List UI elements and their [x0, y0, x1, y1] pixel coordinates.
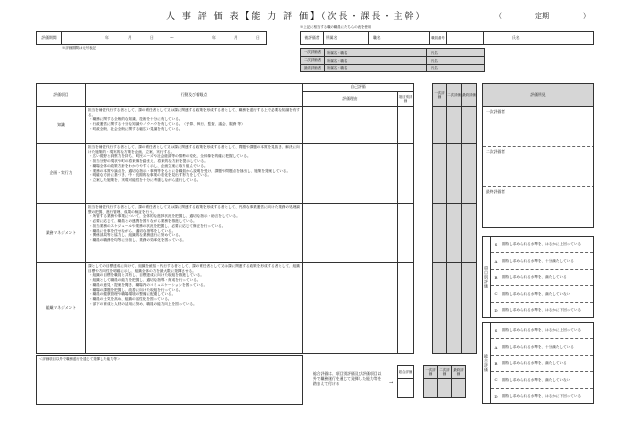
overall-first-field[interactable] — [423, 378, 438, 398]
item-planning-point: ・業務の本質や論点を、適切な指示・事例等をもとに各職員から説明を受け、課題や問題点を抽出し、施策を発案している。 — [89, 168, 291, 173]
scale-key: A — [494, 258, 498, 264]
person-label: 被評価者 — [300, 31, 324, 45]
scale-text: 期待し求められる水準を、はるかに下回っている — [502, 394, 582, 399]
evaluator-3-label: 最終評価者 — [301, 65, 325, 72]
overall-desc: 総合評価は、項目別評価及び評価項目以外で職務遂行を通じて発揮した能力等を踏まえて付ける — [313, 371, 382, 386]
evaluator-block — [300, 48, 485, 72]
item-planning-lead: 担当を補佐代行する者として、課の責任者として又は課に関連する政策を形成する者として、問題や課題の本質を見抜き、解決に向けた施策的・現実的な方策を企画、立案、実行する。 — [88, 145, 300, 154]
period-label: 評価期間 — [36, 31, 62, 45]
item-planning-point: ・担当分野の現状や町の将来像を踏まえ、将来的な方針を提示している。 — [89, 159, 208, 164]
comment-second-field[interactable] — [483, 147, 594, 187]
rating-knowledge[interactable] — [397, 106, 414, 144]
scale-key: S — [494, 328, 498, 334]
header-item-rating: 項目別評価 — [397, 91, 414, 107]
reason-knowledge[interactable] — [302, 106, 398, 144]
scale-key: D — [494, 308, 498, 314]
scale-key: D — [494, 394, 498, 400]
overall-final-field[interactable] — [451, 378, 466, 398]
comment-first-label: 一次評価者 — [486, 109, 505, 114]
evaluator-1-name[interactable]: 氏名 — [431, 50, 438, 55]
staff-no-label: 職員番号 — [429, 31, 447, 45]
scale-text: 期待し求められる水準を、満たしている — [502, 275, 567, 280]
item-org-mgmt-point: ・部下の育成と人材の活用に努め、職員の能力向上を図っている。 — [89, 301, 197, 306]
second-org-mgmt[interactable] — [446, 262, 462, 354]
day-2: 日 — [256, 35, 260, 40]
overall-second-field[interactable] — [437, 378, 452, 398]
usage-note: ※上記に相当する職の職員にたちらの表を使用 — [300, 25, 372, 29]
outside-abilities-label: ＜評価項目以外で職務遂行を通じて発揮した能力等＞ — [39, 357, 121, 361]
evaluator-3-affil[interactable]: 所属名・職名 — [325, 65, 427, 72]
item-org-mgmt-point: ・職員の士気を高め、組織の活性化を図っている。 — [89, 297, 172, 302]
evaluator-2-label: 二次評価者 — [301, 57, 325, 64]
item-knowledge-name: 知識 — [36, 106, 86, 144]
outside-abilities-field[interactable] — [36, 355, 303, 405]
second-knowledge[interactable] — [446, 106, 462, 144]
scale-item-row — [491, 270, 593, 286]
item-planning-point: ・広い視野と洞察力を持ち、町民ニーズや社会経済等の情勢の変化、全体像を的確に把握している。 — [89, 154, 251, 159]
header-final-rating: 最終評価 — [461, 83, 477, 107]
scale-key: B — [494, 360, 498, 366]
reason-planning[interactable] — [302, 143, 398, 204]
first-org-mgmt[interactable] — [432, 262, 447, 354]
scale-overall-row — [491, 339, 593, 355]
item-business-mgmt-point: ・関係部局等と協力し、組織的な業務遂行に努めている。 — [89, 233, 183, 238]
item-knowledge-point: ・職務に関する全般的な知識、技術を十分に有している。 — [89, 117, 183, 122]
item-business-mgmt-point: ・所管する業務や事業について、全体的な進捗状況を把握し、適切な指示・助言をしている。 — [89, 214, 240, 219]
period-type[interactable]: 定期 — [535, 12, 549, 20]
item-planning-name: 企画・実行力 — [36, 143, 86, 204]
scale-key: B — [494, 274, 498, 280]
final-planning[interactable] — [461, 143, 477, 204]
header-reason: 評価理由 — [302, 91, 398, 107]
item-planning-point: ・立案した施策を、実現可能性を十分に考慮しながら遂行している。 — [89, 178, 201, 183]
evaluator-1-affil[interactable]: 所属名・職名 — [325, 49, 427, 56]
position-field[interactable] — [368, 31, 430, 45]
comment-final-field[interactable] — [483, 187, 594, 228]
reason-business-mgmt[interactable] — [302, 203, 398, 263]
scale-text: 期待し求められる水準を、はるかに下回っている — [502, 308, 582, 313]
scale-text: 期待し求められる水準を、満たしていない — [502, 377, 571, 382]
reason-org-mgmt[interactable] — [302, 262, 398, 354]
comment-final-label: 最終評価者 — [486, 189, 505, 194]
scale-text: 期待し求められる水準を、はるかに上回っている — [502, 328, 582, 333]
final-org-mgmt[interactable] — [461, 262, 477, 354]
comment-first-field[interactable] — [483, 107, 594, 147]
item-org-mgmt-desc — [85, 262, 303, 354]
first-business-mgmt[interactable] — [432, 203, 447, 263]
item-org-mgmt-point: ・職員の意見・提案を聞き、職場内のコミュニケーションを図っている。 — [89, 282, 208, 287]
rating-planning[interactable] — [397, 143, 414, 204]
item-org-mgmt-point: ・職員の健康管理や職場環境の整備に配慮している。 — [89, 292, 176, 297]
arrow-icon: → — [389, 380, 394, 386]
item-business-mgmt-lead: 担当を補佐代行する者として、課の責任者として又は課に関連する政策を形成する者として、円滑な事業運営に向けた業務の処理調整の把握、進行管理、成果の検証を行う。 — [88, 205, 300, 214]
day-1: 日 — [150, 35, 154, 40]
position-label: 職名 — [373, 35, 381, 40]
comment-second-label: 二次評価者 — [486, 149, 505, 154]
period-note: ※評価期間は元号表記 — [62, 46, 96, 50]
scale-overall-list — [490, 322, 594, 404]
overall-col-first: 一次評価 — [423, 365, 438, 379]
scale-overall-row — [491, 389, 593, 404]
item-org-mgmt-point: ・組織として職員の能力を把握し、適切な指導・育成を行っている。 — [89, 278, 201, 283]
evaluator-3-name[interactable]: 氏名 — [431, 66, 438, 70]
year-1: 年 — [105, 35, 109, 40]
first-knowledge[interactable] — [432, 106, 447, 144]
affiliation-label: 所属名 — [326, 35, 338, 40]
scale-overall-label-text: 総合評価 — [484, 354, 489, 372]
scale-overall-row — [491, 356, 593, 372]
evaluator-1-label: 一次評価者 — [301, 49, 325, 56]
item-knowledge-point: ・行政運営に関する十分な知識やノウハウを有している。（予算、執行、監査、議会、服務 等） — [89, 122, 245, 127]
name-field[interactable] — [483, 31, 594, 45]
scale-overall-row — [491, 323, 593, 339]
month-2: 月 — [234, 35, 238, 40]
year-2: 年 — [212, 35, 216, 40]
scale-text: 期待し求められる水準を、十分満たしている — [502, 258, 574, 263]
scale-item-row — [491, 253, 593, 269]
final-business-mgmt[interactable] — [461, 203, 477, 263]
final-knowledge[interactable] — [461, 106, 477, 144]
overall-col-self: 総合評価 — [397, 365, 414, 379]
scale-key: A — [494, 344, 498, 350]
period-open: （ — [495, 12, 502, 20]
item-business-mgmt-point: ・職員に仕事を任せながら、適切な指導をしている。 — [89, 228, 176, 233]
scale-overall-row — [491, 372, 593, 388]
scale-text: 期待し求められる水準を、はるかに上回っている — [502, 242, 582, 247]
item-knowledge-lead: 担当を補佐代行する者として、課の責任者として又は課に関連する政策を形成する者として、職務を遂行する上で必要な知識を有する。 — [88, 108, 300, 117]
header-item: 評価項目 — [36, 83, 86, 107]
overall-col-final: 最終評価 — [451, 365, 466, 379]
header-self-eval: 自己評価 — [302, 83, 414, 92]
overall-col-second: 二次評価 — [437, 365, 452, 379]
item-knowledge-desc — [85, 106, 303, 144]
scale-key: S — [494, 242, 498, 248]
period-close: ） — [583, 12, 590, 20]
item-org-mgmt-point: ・職場の課題を把握し、改善に向けた取組を行っている。 — [89, 287, 183, 292]
item-org-mgmt-point: ・組織の目標を職員と共有し、目標達成に向けた取組を推進している。 — [89, 273, 204, 278]
first-planning[interactable] — [432, 143, 447, 204]
header-second-rating: 二次評価 — [446, 83, 462, 107]
item-org-mgmt-name: 組織マネジメント — [36, 262, 86, 354]
staff-no-field[interactable] — [446, 31, 484, 45]
scale-text: 期待し求められる水準を、満たしていない — [502, 291, 571, 296]
item-planning-point: ・職場全体の政策方針をわかりやすく示し、企画立案に取り組んでいる。 — [89, 163, 208, 168]
item-business-mgmt-point: ・職員の職務を均等に分担し、業務の効率化を図っている。 — [89, 238, 187, 243]
item-business-mgmt-point: ・担当業務のスケジュールや業務の状況を把握し、必要に応じて修正を行っている。 — [89, 223, 226, 228]
month-1: 月 — [128, 35, 132, 40]
item-business-mgmt-desc — [85, 203, 303, 263]
period-field[interactable] — [61, 31, 267, 45]
overall-self-field[interactable] — [397, 378, 414, 398]
item-business-mgmt-name: 業務マネジメント — [36, 203, 86, 263]
second-business-mgmt[interactable] — [446, 203, 462, 263]
scale-key: C — [494, 377, 498, 383]
scale-item-row — [491, 303, 593, 318]
form-title: 人 事 評 価 表【能 力 評 価】（次長・課長・主幹） — [166, 12, 427, 22]
evaluator-2-name[interactable]: 氏名 — [431, 58, 438, 63]
rating-org-mgmt[interactable] — [397, 262, 414, 354]
header-behavior: 行動及び着眼点 — [85, 83, 303, 107]
item-business-mgmt-point: ・必要に応じて、職員との連携を図りながら業務を推進している。 — [89, 219, 197, 224]
scale-item-list — [490, 236, 594, 318]
evaluator-2-affil[interactable]: 所属名・職名 — [325, 57, 427, 64]
scale-key: C — [494, 291, 498, 297]
item-planning-point: ・明確な方針に基づき、中・長期的な事業の変化を見出す努力をしている。 — [89, 173, 212, 178]
affiliation-field[interactable] — [323, 31, 369, 45]
item-planning-desc — [85, 143, 303, 204]
scale-item-row — [491, 286, 593, 302]
item-knowledge-point: ・町政全般、社会全般に関する幅広い見識を有している。 — [89, 126, 183, 131]
header-comments: 評価所見 — [482, 83, 594, 107]
scale-text: 期待し求められる水準を、十分満たしている — [502, 344, 574, 349]
scale-item-label-text: 項目別評価 — [484, 265, 489, 289]
name-label: 氏名 — [512, 35, 520, 40]
scale-text: 期待し求められる水準を、満たしている — [502, 361, 567, 366]
scale-item-row — [491, 237, 593, 253]
tilde: 〜 — [170, 35, 174, 40]
comments-panel — [482, 106, 594, 228]
header-first-rating: 一次評価 — [432, 83, 447, 107]
item-org-mgmt-lead: 課としての目標達成に向けて、組織を統括・代行する者として、課の責任者として又は課に関連する政策を形成する者として、組織目標や方向性を明確に示し、組織全体の力を最大限に発揮させる。 — [88, 264, 300, 273]
second-planning[interactable] — [446, 143, 462, 204]
rating-business-mgmt[interactable] — [397, 203, 414, 263]
